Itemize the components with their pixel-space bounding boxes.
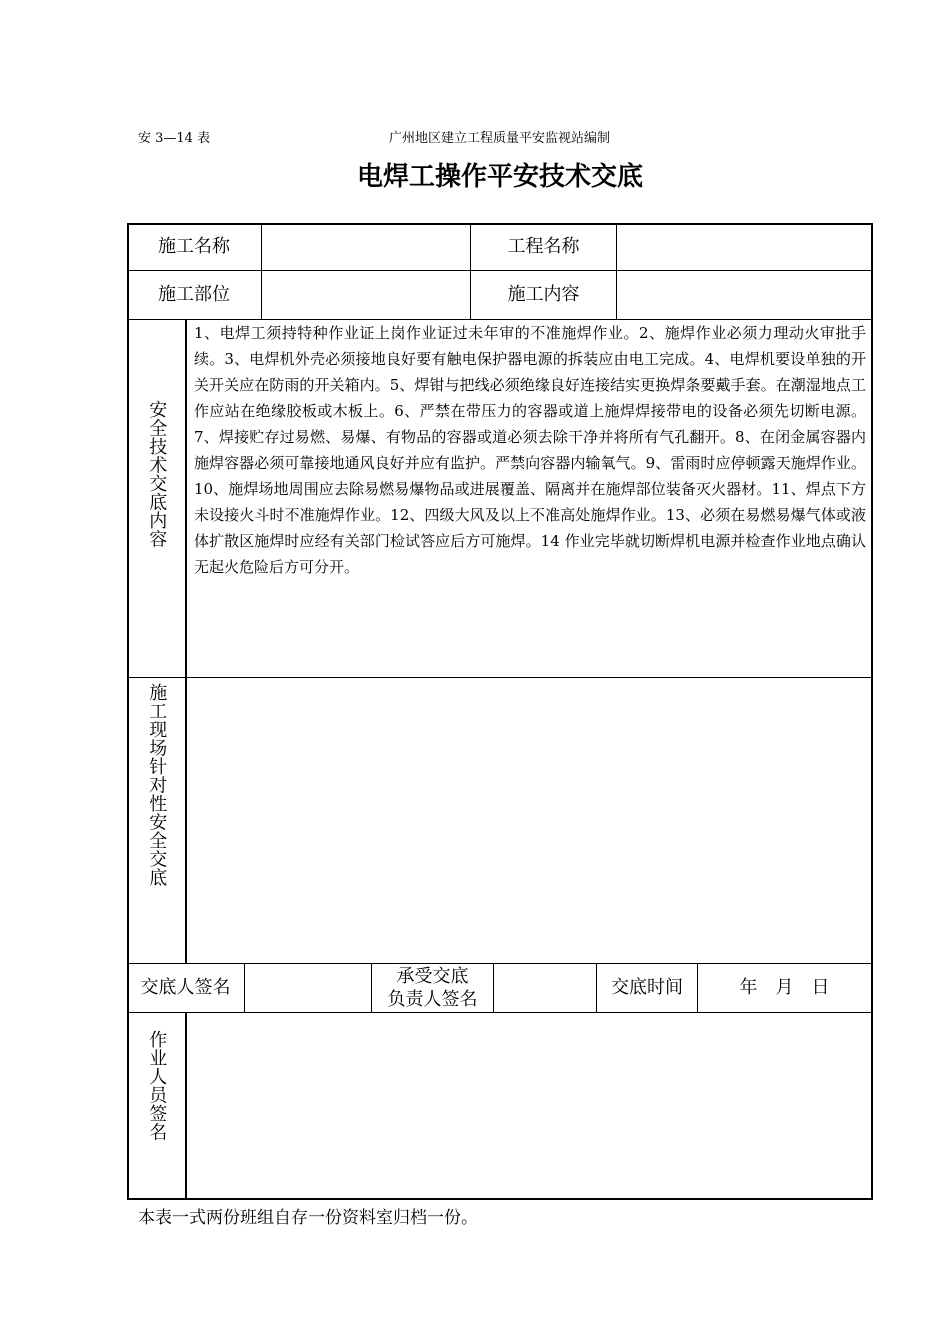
receiver-label-line2: 负责人签名 xyxy=(387,989,478,1010)
signer-label: 交底人签名 xyxy=(140,977,231,998)
construction-content-field[interactable] xyxy=(617,271,871,319)
safety-briefing-label-text: 安全技术交底内容 xyxy=(146,400,168,548)
time-label: 交底时间 xyxy=(611,977,683,998)
site-briefing-label xyxy=(127,683,185,887)
signer-field[interactable] xyxy=(245,964,371,1012)
receiver-label-line1: 承受交底 xyxy=(396,966,469,987)
form-number: 安 3—14 表 xyxy=(138,131,211,146)
time-field[interactable]: 年 月 日 xyxy=(739,977,830,998)
project-name-field[interactable] xyxy=(617,223,871,271)
construction-content-label: 施工内容 xyxy=(507,284,580,305)
workers-signature-field[interactable] xyxy=(187,1013,871,1198)
project-name-label: 工程名称 xyxy=(507,236,580,257)
footer-note: 本表一式两份班组自存一份资料室归档一份。 xyxy=(138,1208,478,1228)
safety-briefing-content: 1、电焊工须持特种作业证上岗作业证过未年审的不准施焊作业。2、施焊作业必须力理动火审批手续。3、电焊机外壳必须接地良好要有触电保护器电源的拆装应由电工完成。4、电焊机要设单独的开关开关应在防雨的开关箱内。5、焊钳与把线必须绝缘良好连接结实更换焊条要戴手套。在潮湿地点工作应站在绝缘胶板或木板上。6、严禁在带压力的容器或道上施焊焊接带电的设备必须先切断电源。7、焊接贮存过易燃、易爆、有物品的容器或道必须去除干净并将所有气孔翻开。8、在闭金属容器内施焊容器必须可靠接地通风良好并应有监护。严禁向容器内输氧气。9、雷雨时应停顿露天施焊作业。10、施焊场地周围应去除易燃易爆物品或进展覆盖、隔离并在施焊部位装备灭火器材。11、焊点下方未设接火斗时不准施焊作业。12、四级大风及以上不准高处施焊作业。13、必须在易燃易爆气体或液体扩散区施焊时应经有关部门检试答应后方可施焊。14 作业完毕就切断焊机电源并检查作业地点确认无起火危险后方可分开。 xyxy=(194,324,866,576)
page-title: 电焊工操作平安技术交底 xyxy=(356,162,643,192)
construction-part-label: 施工部位 xyxy=(158,284,230,305)
construction-name-field[interactable] xyxy=(262,223,470,271)
site-briefing-label-text: 施工现场针对性安全交底 xyxy=(146,683,168,887)
workers-signature-label xyxy=(127,1030,185,1141)
receiver-label xyxy=(372,964,493,1012)
construction-name-label: 施工名称 xyxy=(158,236,230,257)
workers-signature-label-text: 作业人员签名 xyxy=(146,1030,168,1141)
construction-part-field[interactable] xyxy=(262,271,470,319)
site-briefing-field[interactable] xyxy=(187,678,871,963)
safety-briefing-label xyxy=(127,400,185,548)
briefing-table xyxy=(127,223,873,1200)
publisher-line: 广州地区建立工程质量平安监视站编制 xyxy=(389,131,611,146)
receiver-field[interactable] xyxy=(494,964,596,1012)
